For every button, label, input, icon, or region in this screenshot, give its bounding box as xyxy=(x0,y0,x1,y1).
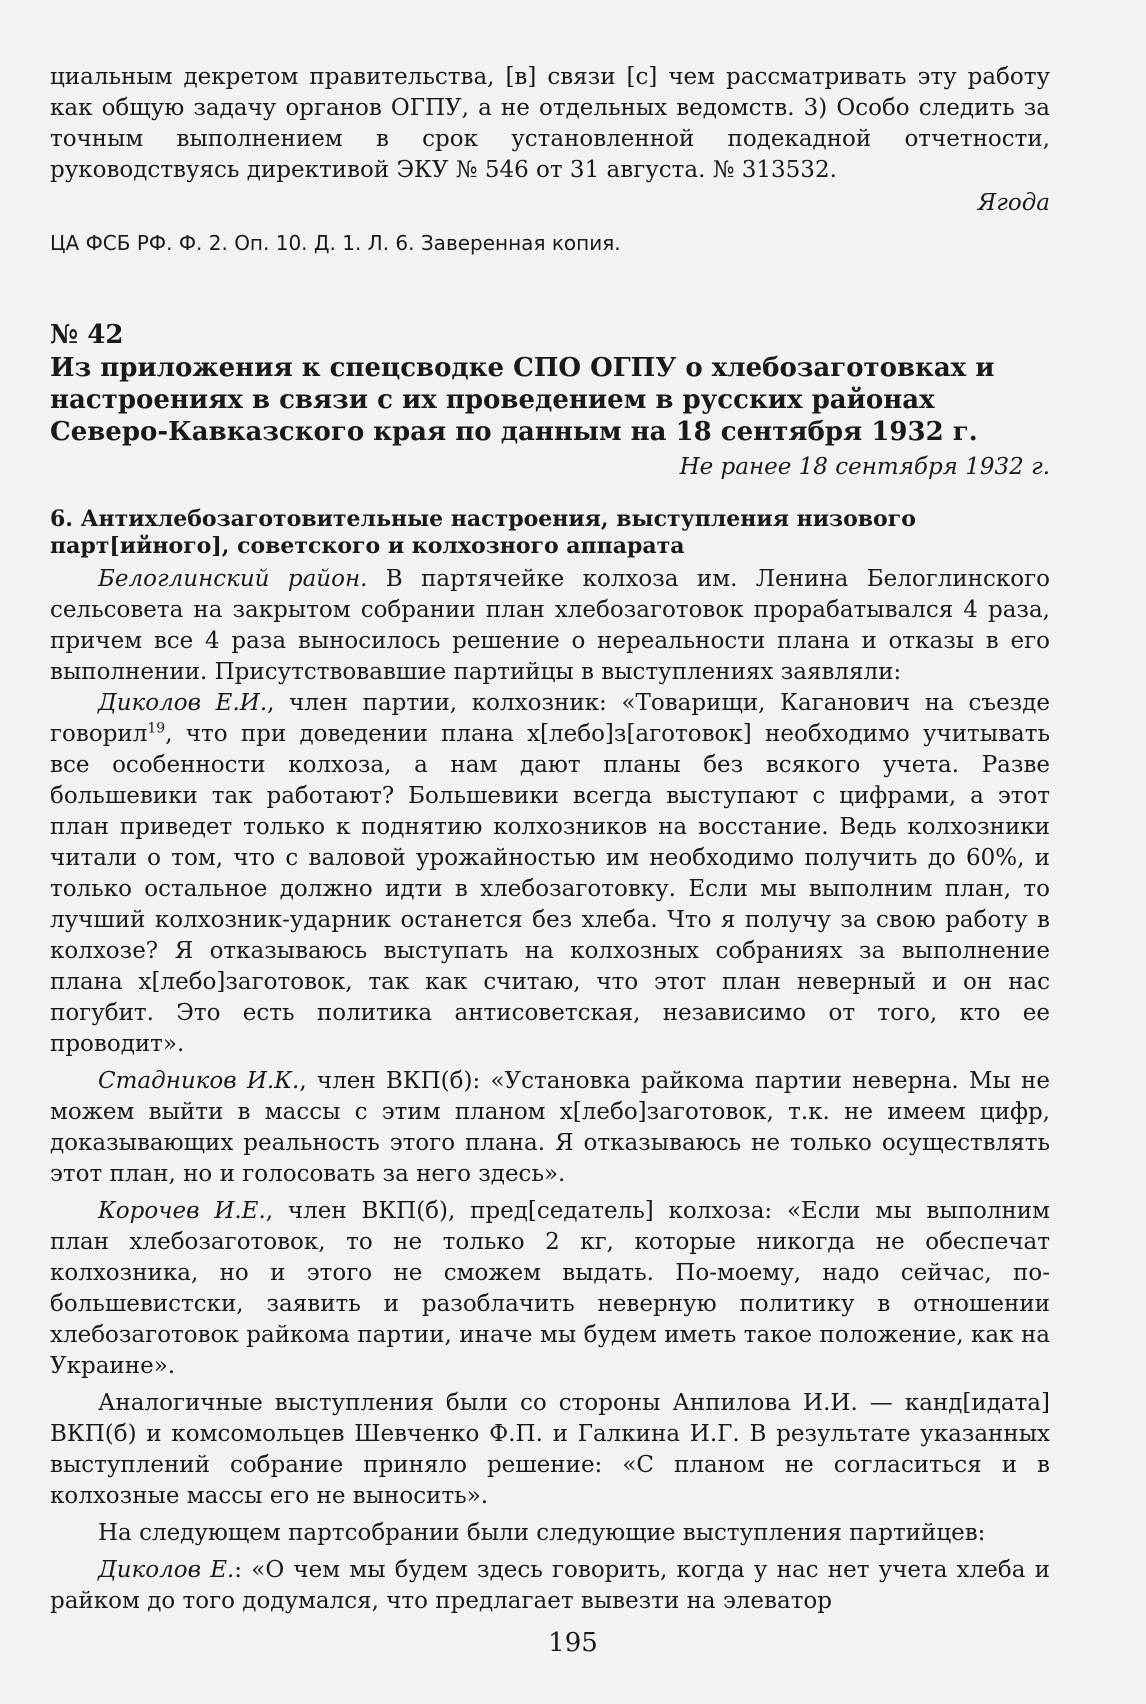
document-date: Не ранее 18 сентября 1932 г. xyxy=(679,454,1050,480)
archive-reference: ЦА ФСБ РФ. Ф. 2. Оп. 10. Д. 1. Л. 6. Заверенная копия. xyxy=(50,231,621,255)
paragraph-lead: Корочев И.Е. xyxy=(98,1198,266,1224)
section-body xyxy=(50,506,1050,1617)
paragraph-next-meeting: На следующем партсобрании были следующие выступления партийцев: xyxy=(98,1520,986,1546)
paragraph-dikolov-2 xyxy=(50,1555,1050,1617)
paragraph-text: : «О чем мы будем здесь говорить, когда у нас нет учета хлеба и райком до того додумался, что предлагает вывезти на элеватор xyxy=(50,1557,1050,1614)
paragraph-beloglinsky xyxy=(50,564,1050,688)
paragraph-lead: Белоглинский район. xyxy=(98,566,368,592)
document-header xyxy=(50,318,1050,483)
document-title: Из приложения к спецсводке СПО ОГПУ о хлебозаготовках и настроениях в связи с их проведением в русских районах Северо-Кавказского края по данным на 18 сентября 1932 г. xyxy=(50,353,995,447)
paragraph-lead: Диколов Е.И. xyxy=(98,690,268,716)
paragraph-similar: Аналогичные выступления были со стороны Анпилова И.И. — канд[идата] ВКП(б) и комсомольцев Шевченко Ф.П. и Галкина И.Г. В результате указанных выступлений собрание приняло решение: «С планом не согласиться и в колхозные массы его не выносить». xyxy=(50,1390,1050,1509)
page-number: 195 xyxy=(548,1628,598,1658)
paragraph-text: , что при доведении плана х[лебо]з[аготовок] необходимо учитывать все особенности колхоза, а нам дают планы без всякого учета. Разве большевики так работают? Большевики всегда выступают с цифрами, а этот план приведет только к поднятию колхозников на восстание. Ведь колхозники читали о том, что с валовой урожайностью им необходимо получить до 60%, и только остальное должно идти в хлебозаготовку. Если мы выполним план, то лучший колхозник-ударник останется без хлеба. Что я получу за свою работу в колхозе? Я отказываюсь выступать на колхозных собраниях за выполнение плана х[лебо]заготовок, так как считаю, что этот план неверный и он нас погубит. Это есть политика антисоветская, независимо от того, кто ее проводит». xyxy=(50,721,1050,1057)
section-heading: 6. Антихлебозаготовительные настроения, выступления низового парт[ийного], советского и колхозного аппарата xyxy=(50,506,916,559)
paragraph-text: , член ВКП(б), пред[седатель] колхоза: «Если мы выполним план хлебозаготовок, то не только 2 кг, которые никогда не обеспечат колхозника, но и этого не сможем выдать. По-моему, надо сейчас, по-большевистски, заявить и разоблачить неверную политику в отношении хлебозаготовок райкома партии, иначе мы будем иметь такое положение, как на Украине». xyxy=(50,1198,1050,1379)
intro-block xyxy=(50,62,1050,257)
paragraph-text: , член ВКП(б): «Установка райкома партии неверна. Мы не можем выйти в массы с этим планом х[лебо]заготовок, т.к. не имеем цифр, доказывающих реальность этого плана. Я отказываюсь не только осуществлять этот план, но и голосовать за него здесь». xyxy=(50,1068,1050,1187)
paragraph-dikolov xyxy=(50,688,1050,1060)
paragraph-lead: Диколов Е. xyxy=(98,1557,235,1583)
signature: Ягода xyxy=(977,190,1050,216)
paragraph-text: , член партии, колхозник: «Товарищи, Каганович на съезде говорил xyxy=(50,690,1050,747)
paragraph-stadnikov xyxy=(50,1066,1050,1190)
paragraph-text: В партячейке колхоза им. Ленина Белоглинского сельсовета на закрытом собрании план хлебозаготовок прорабатывался 4 раза, причем все 4 раза выносилось решение о нереальности плана и отказы в его выполнении. Присутствовавшие партийцы в выступлениях заявляли: xyxy=(50,566,1050,685)
paragraph-korochev xyxy=(50,1196,1050,1382)
intro-paragraph: циальным декретом правительства, [в] связи [с] чем рассматривать эту работу как общую задачу органов ОГПУ, а не отдельных ведомств. 3) Особо следить за точным выполнением в срок установленной подекадной отчетности, руководствуясь директивой ЭКУ № 546 от 31 августа. № 313532. xyxy=(50,64,1050,183)
document-number: № 42 xyxy=(50,320,124,350)
paragraph-lead: Стадников И.К. xyxy=(98,1068,300,1094)
footnote-marker: 19 xyxy=(147,720,166,737)
